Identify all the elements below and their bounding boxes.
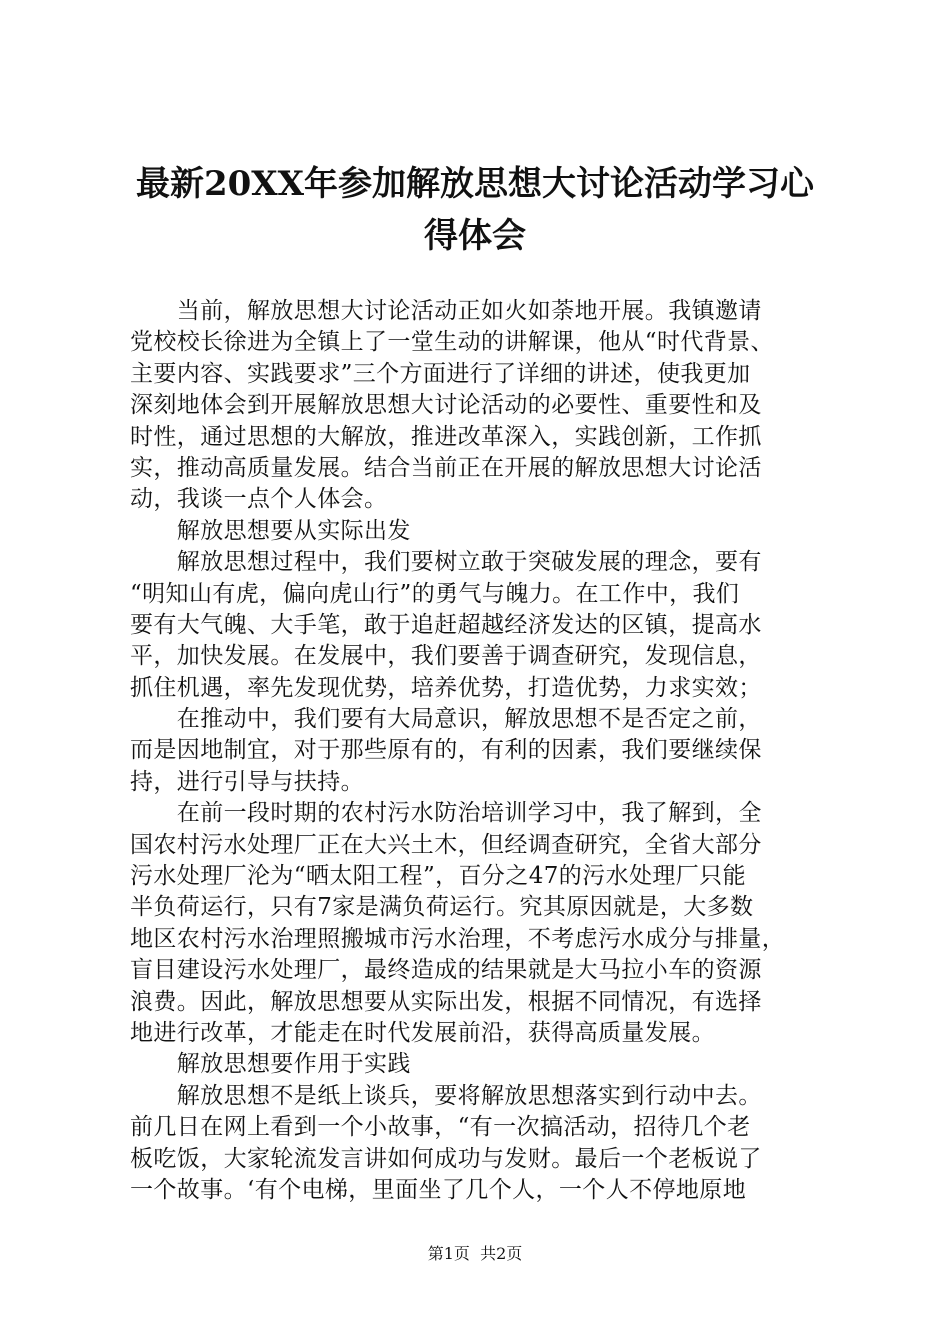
body-line: 平，加快发展。在发展中，我们要善于调查研究，发现信息， [130, 643, 762, 670]
body-line: 板吃饭，大家轮流发言讲如何成功与发财。最后一个老板说了 [130, 1145, 762, 1172]
body-line: 实，推动高质量发展。结合当前正在开展的解放思想大讨论活 [130, 454, 762, 481]
title-line: 最新20XX年参加解放思想大讨论活动学习心 [135, 164, 815, 204]
body-line: 半负荷运行，只有7家是满负荷运行。究其原因就是，大多数 [130, 894, 754, 921]
body-line: 盲目建设污水处理厂，最终造成的结果就是大马拉小车的资源 [130, 957, 762, 984]
body-line: 一个故事。‘有个电梯，里面坐了几个人，一个人不停地原地 [130, 1176, 747, 1203]
body-line: 浪费。因此，解放思想要从实际出发，根据不同情况，有选择 [130, 988, 762, 1015]
body-line: 动，我谈一点个人体会。 [130, 486, 388, 513]
title-line: 得体会 [424, 216, 526, 256]
section-heading: 解放思想要作用于实践 [130, 1051, 411, 1078]
document-body [130, 296, 830, 1206]
body-line: 持，进行引导与扶持。 [130, 768, 364, 795]
page-number: 第1页 共2页 [427, 1244, 523, 1263]
section-heading: 解放思想要从实际出发 [130, 517, 411, 544]
page-footer [0, 1244, 950, 1264]
body-line: 抓住机遇，率先发现优势，培养优势，打造优势，力求实效； [130, 674, 762, 701]
body-line: “明知山有虎，偏向虎山行”的勇气与魄力。在工作中，我们 [130, 580, 740, 607]
body-line: 时性，通过思想的大解放，推进改革深入，实践创新，工作抓 [130, 423, 762, 450]
body-line: 要有大气魄、大手笔，敢于追赶超越经济发达的区镇，提高水 [130, 611, 762, 638]
body-line: 当前，解放思想大讨论活动正如火如荼地开展。我镇邀请 [130, 298, 762, 324]
body-line: 国农村污水处理厂正在大兴土木，但经调查研究，全省大部分 [130, 831, 762, 858]
body-line: 前几日在网上看到一个小故事，“有一次搞活动，招待几个老 [130, 1114, 751, 1141]
document-title [120, 158, 830, 262]
body-line: 解放思想不是纸上谈兵，要将解放思想落实到行动中去。 [130, 1082, 762, 1109]
body-line: 党校校长徐进为全镇上了一堂生动的讲解课，他从“时代背景、 [130, 329, 774, 356]
body-line: 深刻地体会到开展解放思想大讨论活动的必要性、重要性和及 [130, 392, 762, 419]
body-line: 在推动中，我们要有大局意识，解放思想不是否定之前， [130, 706, 762, 733]
body-line: 地区农村污水治理照搬城市污水治理，不考虑污水成分与排量， [130, 925, 786, 952]
body-line: 污水处理厂沦为“晒太阳工程”，百分之47的污水处理厂只能 [130, 863, 746, 890]
body-line: 而是因地制宜，对于那些原有的，有利的因素，我们要继续保 [130, 737, 762, 764]
body-line: 解放思想过程中，我们要树立敢于突破发展的理念，要有 [130, 549, 762, 576]
body-line: 在前一段时期的农村污水防治培训学习中，我了解到，全 [130, 800, 762, 827]
body-line: 地进行改革，才能走在时代发展前沿，获得高质量发展。 [130, 1019, 715, 1046]
body-line: 主要内容、实践要求”三个方面进行了详细的讲述，使我更加 [130, 360, 751, 387]
